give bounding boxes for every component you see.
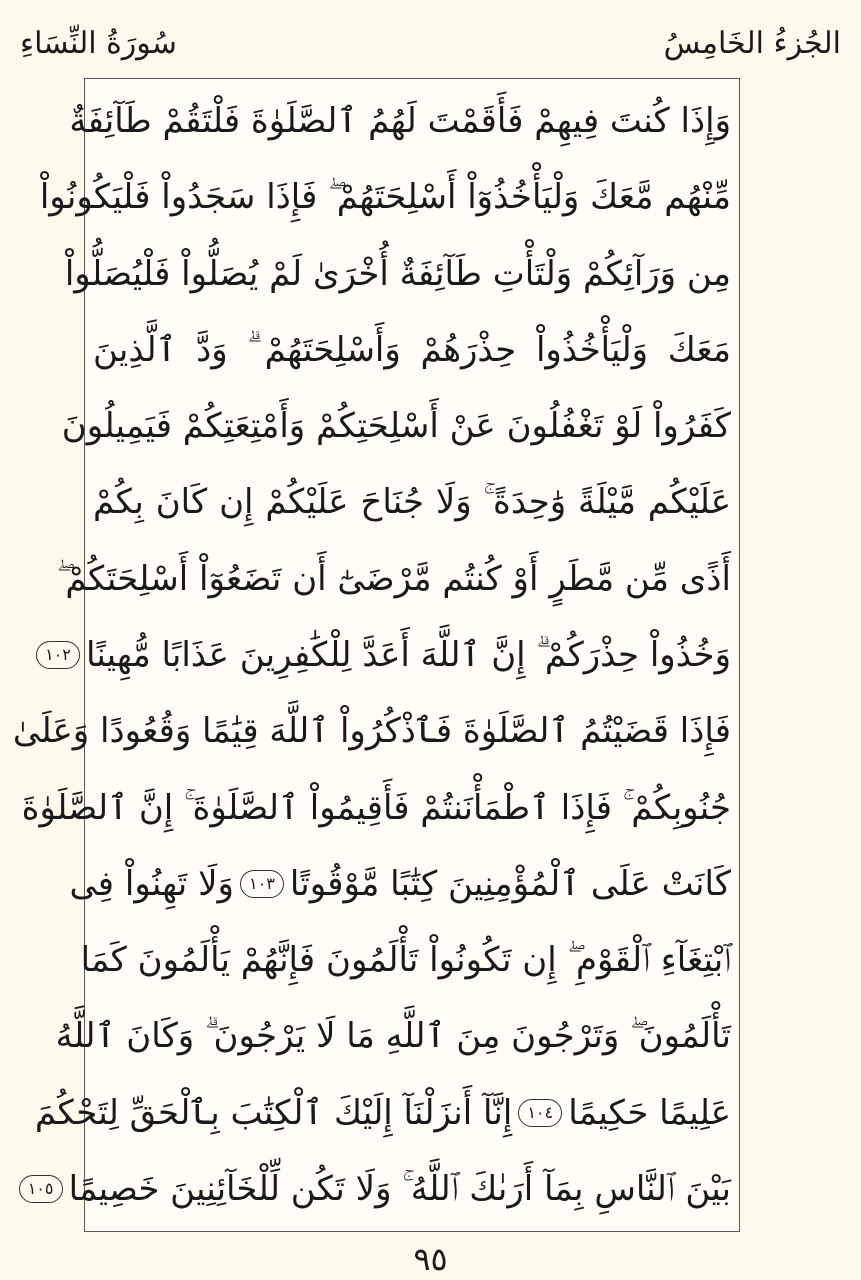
page-header — [20, 18, 841, 68]
verse-text: جُنُوبِكُمْ ۚ فَإِذَا ٱطْمَأْنَنتُمْ فَأَقِيمُواْ ٱلصَّلَوٰةَ ۚ إِنَّ ٱلصَّلَوٰةَ — [21, 787, 731, 828]
verse-line — [45, 619, 731, 691]
juz-title: الجُزءُ الخَامِسُ — [663, 25, 841, 61]
ayah-number-marker: ١٠٤ — [518, 1099, 562, 1127]
page-number: ٩٥ — [413, 1240, 448, 1278]
verse-line — [55, 1000, 731, 1072]
verse-text: مِن وَرَآئِكُمْ وَلْتَأْتِ طَآئِفَةٌ أُخْرَىٰ لَمْ يُصَلُّواْ فَلْيُصَلُّواْ — [64, 253, 731, 294]
text-frame — [12, 78, 740, 1232]
verse-text: أَذًى مِّن مَّطَرٍ أَوْ كُنتُم مَّرْضَىٰٓ أَن تَضَعُوٓاْ أَسْلِحَتَكُمْ ۖ — [56, 558, 731, 599]
verse-line — [61, 390, 731, 462]
verse-line — [12, 695, 731, 767]
verse-text: وَإِذَا كُنتَ فِيهِمْ فَأَقَمْتَ لَهُمُ ٱلصَّلَوٰةَ فَلْتَقُمْ طَآئِفَةٌ — [69, 101, 731, 141]
verse-text: عَلِيمًا حَكِيمًا — [568, 1092, 731, 1133]
verse-line — [56, 543, 731, 615]
verse-line — [34, 1077, 731, 1149]
verse-text: وَخُذُواْ حِذْرَكُمْ ۗ إِنَّ ٱللَّهَ أَعَدَّ لِلْكَٰفِرِينَ عَذَابًا مُّهِينًا — [85, 634, 731, 675]
verse-text: فَإِذَا قَضَيْتُمُ ٱلصَّلَوٰةَ فَٱذْكُرُواْ ٱللَّهَ قِيَٰمًا وَقُعُودًا وَعَلَىٰ — [12, 711, 731, 752]
verse-line — [80, 924, 731, 996]
verse-line — [27, 1153, 731, 1225]
surah-title: سُورَةُ النِّسَاءِ — [20, 25, 177, 61]
verse-line — [64, 238, 731, 310]
verse-lines — [12, 85, 731, 1225]
verse-line — [39, 161, 731, 233]
verse-text-continued: وَلَا تَهِنُواْ فِى — [69, 863, 234, 904]
verse-text: بَيْنَ ٱلنَّاسِ بِمَآ أَرَىٰكَ ٱللَّهُ ۚ وَلَا تَكُن لِّلْخَآئِنِينَ خَصِيمًا — [68, 1168, 731, 1209]
verse-text: مِّنْهُم مَّعَكَ وَلْيَأْخُذُوٓاْ أَسْلِحَتَهُمْ ۖ فَإِذَا سَجَدُواْ فَلْيَكُونُواْ — [39, 177, 731, 218]
verse-text: تَأْلَمُونَ ۖ وَتَرْجُونَ مِنَ ٱللَّهِ مَا لَا يَرْجُونَ ۗ وَكَانَ ٱللَّهُ — [55, 1016, 731, 1057]
ayah-number-marker: ١٠٥ — [19, 1175, 63, 1203]
ayah-number-marker: ١٠٢ — [36, 641, 80, 669]
verse-line — [93, 314, 731, 386]
ayah-number-marker: ١٠٣ — [240, 870, 284, 898]
verse-line — [21, 772, 731, 844]
verse-text: كَفَرُواْ لَوْ تَغْفُلُونَ عَنْ أَسْلِحَتِكُمْ وَأَمْتِعَتِكُمْ فَيَمِيلُونَ — [61, 406, 731, 447]
verse-text: كَانَتْ عَلَى ٱلْمُؤْمِنِينَ كِتَٰبًا مَّوْقُوتًا — [289, 863, 731, 904]
verse-text: عَلَيْكُم مَّيْلَةً وَٰحِدَةً ۚ وَلَا جُنَاحَ عَلَيْكُمْ إِن كَانَ بِكُمْ — [93, 482, 731, 523]
verse-line — [69, 848, 731, 920]
verse-line — [93, 466, 731, 538]
verse-text: ٱبْتِغَآءِ ٱلْقَوْمِ ۖ إِن تَكُونُواْ تَأْلَمُونَ فَإِنَّهُمْ يَأْلَمُونَ كَمَا — [80, 940, 731, 981]
verse-text-continued: إِنَّآ أَنزَلْنَآ إِلَيْكَ ٱلْكِتَٰبَ بِٱلْحَقِّ لِتَحْكُمَ — [34, 1092, 513, 1133]
verse-text: مَعَكَ وَلْيَأْخُذُواْ حِذْرَهُمْ وَأَسْلِحَتَهُمْ ۗ وَدَّ ٱلَّذِينَ — [93, 329, 731, 370]
verse-line — [69, 85, 731, 157]
